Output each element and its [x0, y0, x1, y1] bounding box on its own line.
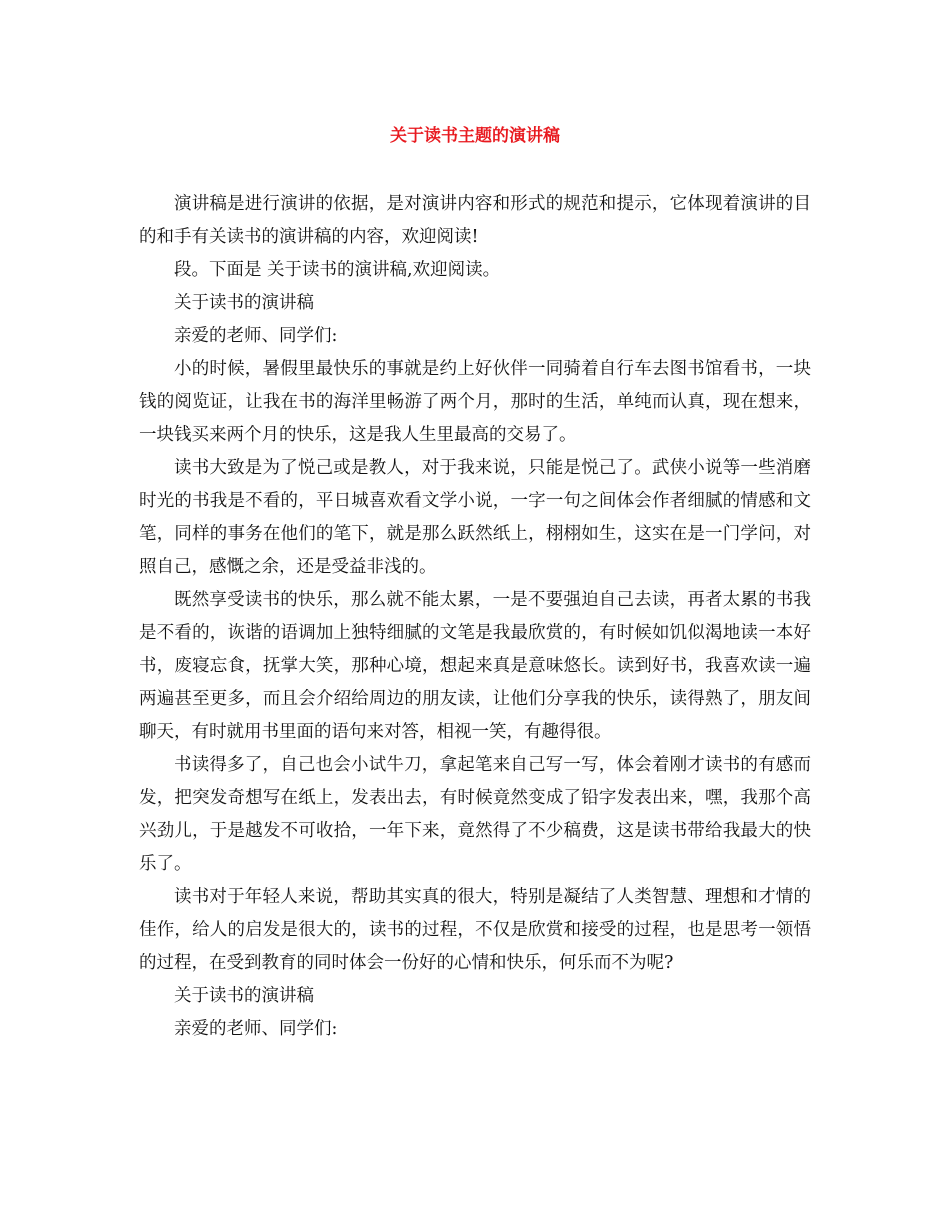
- paragraph-childhood: 小的时候，暑假里最快乐的事就是约上好伙伴一同骑着自行车去图书馆看书，一块钱的阅览证，让我在书的海洋里畅游了两个月，那时的生活，单纯而认真，现在想来，一块钱买来两个月的快乐，这是我人生里最高的交易了。: [139, 359, 811, 445]
- paragraph-benefit: 读书对于年轻人来说，帮助其实真的很大，特别是凝结了人类智慧、理想和才情的佳作，给人的启发是很大的，读书的过程，不仅是欣赏和接受的过程，也是思考一领悟的过程，在受到教育的同时体会一份好的心情和快乐，何乐而不为呢?: [139, 887, 811, 973]
- paragraph-enjoyment: 既然享受读书的快乐，那么就不能太累，一是不要强迫自己去读，再者太累的书我是不看的，诙谐的语调加上独特细腻的文笔是我最欣赏的，有时候如饥似渴地读一本好书，废寝忘食，抚掌大笑，那种心境，想起来真是意味悠长。读到好书，我喜欢读一遍两遍甚至更多，而且会介绍给周边的朋友读，让他们分享我的快乐，读得熟了，朋友间聊天，有时就用书里面的语句来对答，相视一笑，有趣得很。: [139, 590, 811, 742]
- salutation: 亲爱的老师、同学们:: [174, 326, 338, 346]
- paragraph-intro-note: 段。下面是 关于读书的演讲稿,欢迎阅读。: [174, 260, 501, 280]
- salutation-2: 亲爱的老师、同学们:: [174, 1019, 338, 1039]
- paragraph-intro: 演讲稿是进行演讲的依据，是对演讲内容和形式的规范和提示，它体现着演讲的目的和手有关读书的演讲稿的内容，欢迎阅读!: [139, 194, 811, 247]
- section-heading: 关于读书的演讲稿: [174, 293, 314, 313]
- document-title: 关于读书主题的演讲稿: [390, 126, 560, 146]
- section-heading-2: 关于读书的演讲稿: [174, 986, 314, 1006]
- document-body: [139, 188, 811, 1046]
- paragraph-purpose: 读书大致是为了悦己或是教人，对于我来说，只能是悦己了。武侠小说等一些消磨时光的书我是不看的，平日城喜欢看文学小说，一字一句之间体会作者细腻的情感和文笔，同样的事务在他们的笔下，就是那么跃然纸上，栩栩如生，这实在是一门学问，对照自己，感慨之余，还是受益非浅的。: [139, 458, 811, 577]
- paragraph-writing: 书读得多了，自己也会小试牛刀，拿起笔来自己写一写，体会着刚才读书的有感而发，把突发奇想写在纸上，发表出去，有时候竟然变成了铅字发表出来，嘿，我那个高兴劲儿，于是越发不可收拾，一年下来，竟然得了不少稿费，这是读书带给我最大的快乐了。: [139, 755, 811, 874]
